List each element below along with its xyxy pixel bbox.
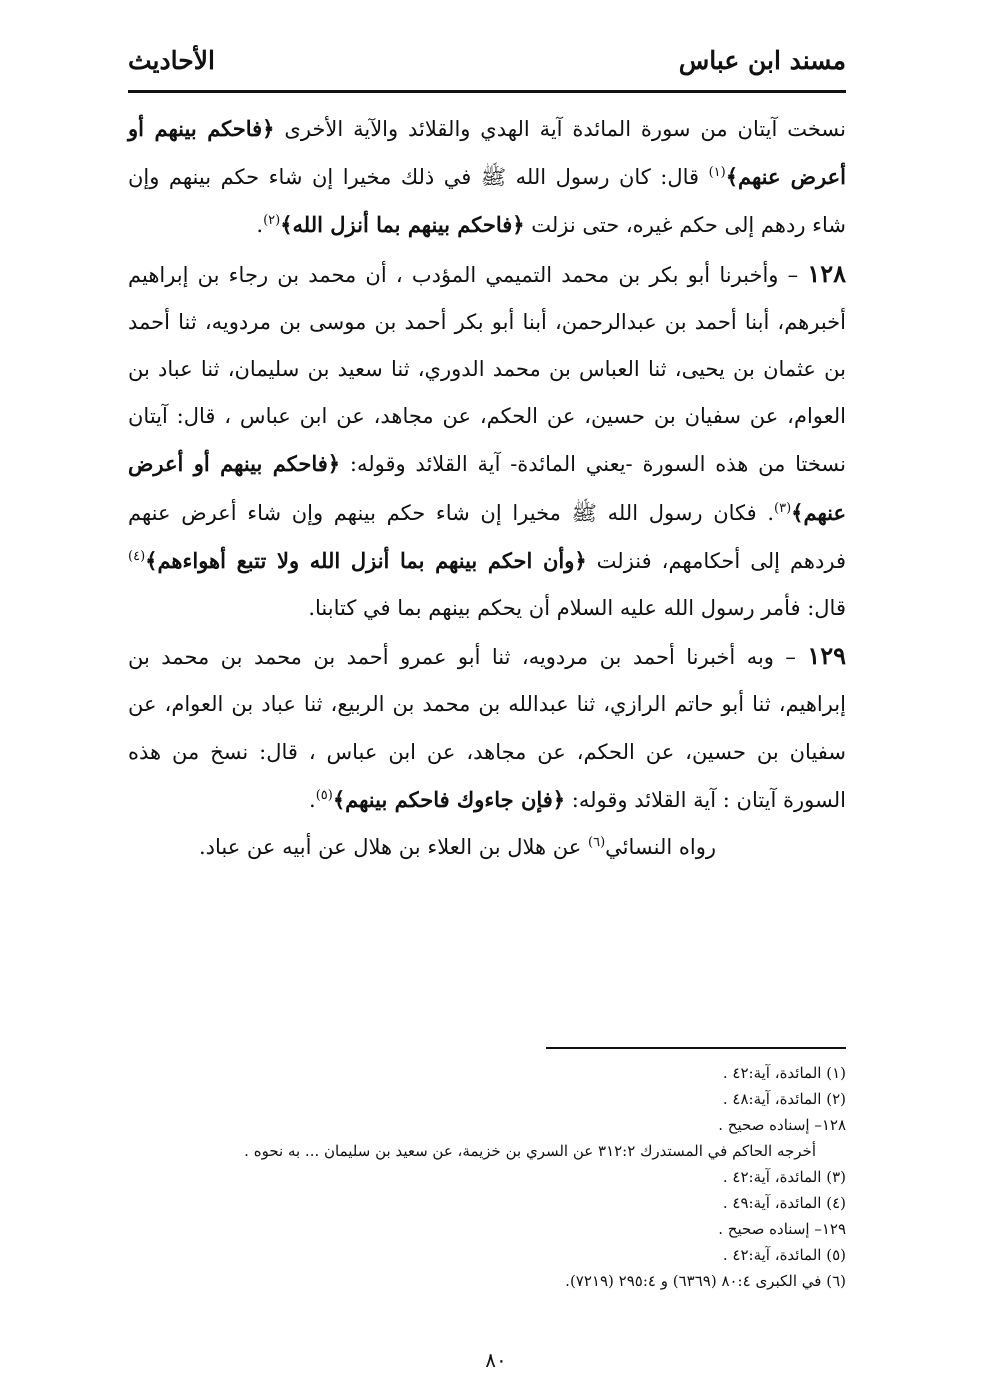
page-number: ٨٠ xyxy=(485,1348,507,1372)
text: قال: فأمر رسول الله عليه السلام أن يحكم بينهم بما في كتابنا. xyxy=(308,596,846,621)
text: – وبه أخبرنا أحمد بن مردويه، ثنا أبو عمرو أحمد بن محمد بن محمد بن إبراهيم، ثنا أبو حاتم الرازي، ثنا عبدالله بن محمد بن الربيع، ثنا عباد بن العوام، عن سفيان بن حسين، عن الحكم، عن مجاهد، عن ابن عباس ، قال: نسخ من هذه السورة آيتان : آية القلائد وقوله: xyxy=(128,645,846,812)
footnote-ref: (٥) xyxy=(315,787,333,803)
hadith-129 xyxy=(128,632,846,824)
text: . فكان رسول الله ﷺ مخيرا إن شاء حكم بينهم وإن شاء أعرض عنهم فردهم إلى أحكامهم، فنزلت xyxy=(128,500,846,573)
narration-note xyxy=(128,824,846,871)
footnote: (٥) المائدة، آية:٤٢ . xyxy=(722,1246,846,1264)
hadith-number: ١٢٩ xyxy=(807,641,846,671)
footnote: ١٢٩– إسناده صحيح . xyxy=(718,1220,846,1238)
header-section-title: الأحاديث xyxy=(128,46,215,75)
text: – وأخبرنا أبو بكر بن محمد التميمي المؤدب ، أن محمد بن رجاء بن إبراهيم أخبرهم، أبنا أحمد بن عبدالرحمن، أبنا أبو بكر أحمد بن موسى بن مردويه، ثنا أحمد بن عثمان بن يحيى، ثنا العباس بن محمد الدوري، ثنا سعيد بن سليمان، ثنا عباد بن العوام، عن سفيان بن حسين، عن الحكم، عن مجاهد، عن ابن عباس ، قال: آيتان نسختا من هذه السورة -يعني المائدة- آية القلائد وقوله: xyxy=(128,262,846,477)
footnote-ref: (٦) xyxy=(588,835,606,851)
footnote-rule xyxy=(546,1047,846,1049)
footnote: (٣) المائدة، آية:٤٢ . xyxy=(722,1168,846,1186)
main-text xyxy=(128,105,846,871)
footnote: (١) المائدة، آية:٤٢ . xyxy=(722,1064,846,1082)
quran-quote: ﴿فاحكم بينهم بما أنزل الله﴾ xyxy=(280,212,525,238)
quran-quote: ﴿فاحكم بينهم أو أعرض عنهم﴾ xyxy=(128,451,846,525)
paragraph-1 xyxy=(128,105,846,250)
footnotes xyxy=(128,1060,846,1294)
footnote: (٦) في الكبرى ٨٠:٤ (٦٣٦٩) و ٢٩٥:٤ (٧٢١٩). xyxy=(565,1272,846,1290)
footnote-ref: (١) xyxy=(708,165,726,181)
footnote: أخرجه الحاكم في المستدرك ٣١٢:٢ عن السري بن خزيمة، عن سعيد بن سليمان ... به نحوه . xyxy=(244,1142,816,1160)
footnote: (٢) المائدة، آية:٤٨ . xyxy=(722,1090,846,1108)
footnote: (٤) المائدة، آية:٤٩ . xyxy=(722,1194,846,1212)
header-rule xyxy=(128,90,846,93)
hadith-number: ١٢٨ xyxy=(807,258,846,288)
text: عن هلال بن العلاء بن هلال عن أبيه عن عباد. xyxy=(198,835,588,860)
quran-quote: ﴿وأن احكم بينهم بما أنزل الله ولا تتبع أهواءهم﴾ xyxy=(145,547,587,573)
footnote-ref: (٤) xyxy=(128,548,146,564)
footnote: ١٢٨– إسناده صحيح . xyxy=(718,1116,846,1134)
header-book-title: مسند ابن عباس xyxy=(678,46,846,75)
text: . xyxy=(256,213,264,238)
text: رواه النسائي xyxy=(605,835,716,860)
footnote-ref: (٣) xyxy=(774,500,792,516)
text: نسخت آيتان من سورة المائدة آية الهدي والقلائد والآية الأخرى xyxy=(274,117,846,141)
text: . xyxy=(309,787,316,812)
running-header xyxy=(128,40,846,92)
text: قال: كان رسول الله ﷺ في ذلك مخيرا إن شاء حكم بينهم وإن شاء ردهم إلى حكم غيره، حتى نزلت xyxy=(128,165,846,238)
hadith-128 xyxy=(128,250,846,633)
quran-quote: ﴿فاحكم بينهم أو أعرض عنهم﴾ xyxy=(128,116,847,190)
quran-quote: ﴿فإن جاءوك فاحكم بينهم﴾ xyxy=(332,786,566,812)
footnote-ref: (٢) xyxy=(263,213,281,229)
